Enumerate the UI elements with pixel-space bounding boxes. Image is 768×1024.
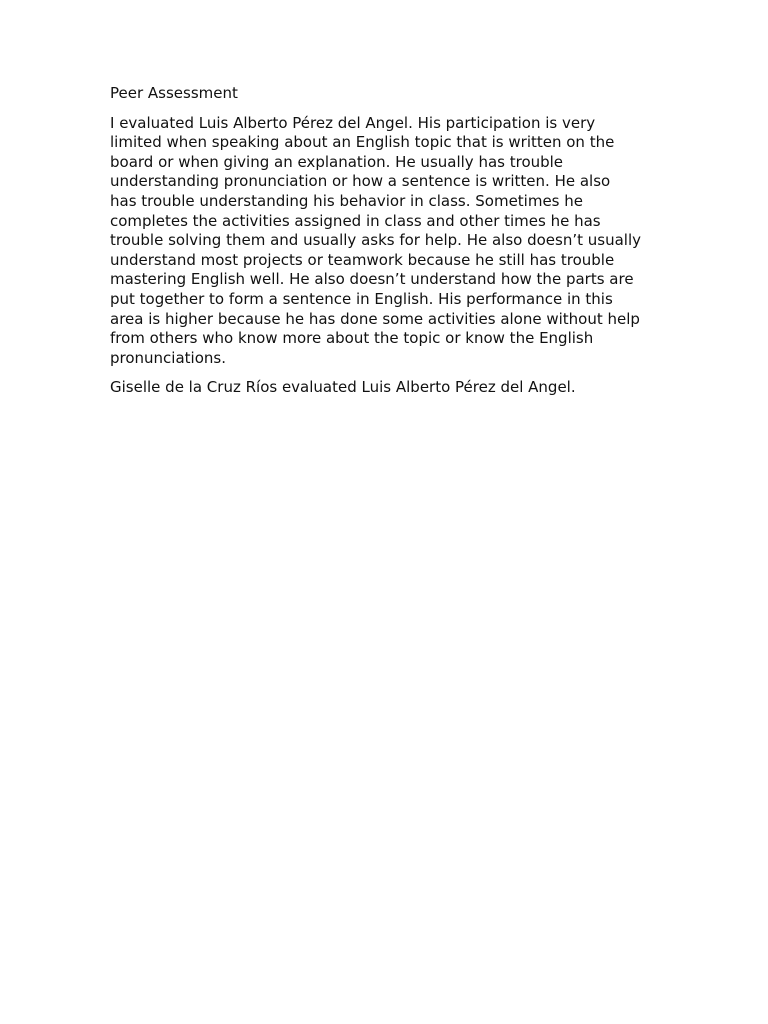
text-line: pronunciations. <box>110 348 226 367</box>
document-page <box>110 84 670 408</box>
text-line: board or when giving an explanation. He usually has trouble <box>110 152 564 171</box>
text-line: limited when speaking about an English topic that is written on the <box>110 133 615 152</box>
text-line: understand most projects or teamwork because he still has trouble <box>110 250 615 269</box>
text-line: has trouble understanding his behavior in class. Sometimes he <box>110 191 584 210</box>
text-line: from others who know more about the topic or know the English <box>110 329 594 348</box>
text-line: trouble solving them and usually asks for help. He also doesn’t usually <box>110 231 641 250</box>
text-line: mastering English well. He also doesn’t understand how the parts are <box>110 270 634 289</box>
text-line: understanding pronunciation or how a sentence is written. He also <box>110 172 611 191</box>
text-line: completes the activities assigned in class and other times he has <box>110 211 601 230</box>
text-line: Giselle de la Cruz Ríos evaluated Luis Alberto Pérez del Angel. <box>110 378 576 397</box>
text-line: put together to form a sentence in English. His performance in this <box>110 289 613 308</box>
text-line: I evaluated Luis Alberto Pérez del Angel. His participation is very <box>110 113 596 132</box>
paragraph-assessment-body <box>110 114 670 369</box>
text-line: area is higher because he has done some activities alone without help <box>110 309 640 328</box>
document-title: Peer Assessment <box>110 84 238 102</box>
paragraph-evaluator-statement <box>110 378 670 398</box>
